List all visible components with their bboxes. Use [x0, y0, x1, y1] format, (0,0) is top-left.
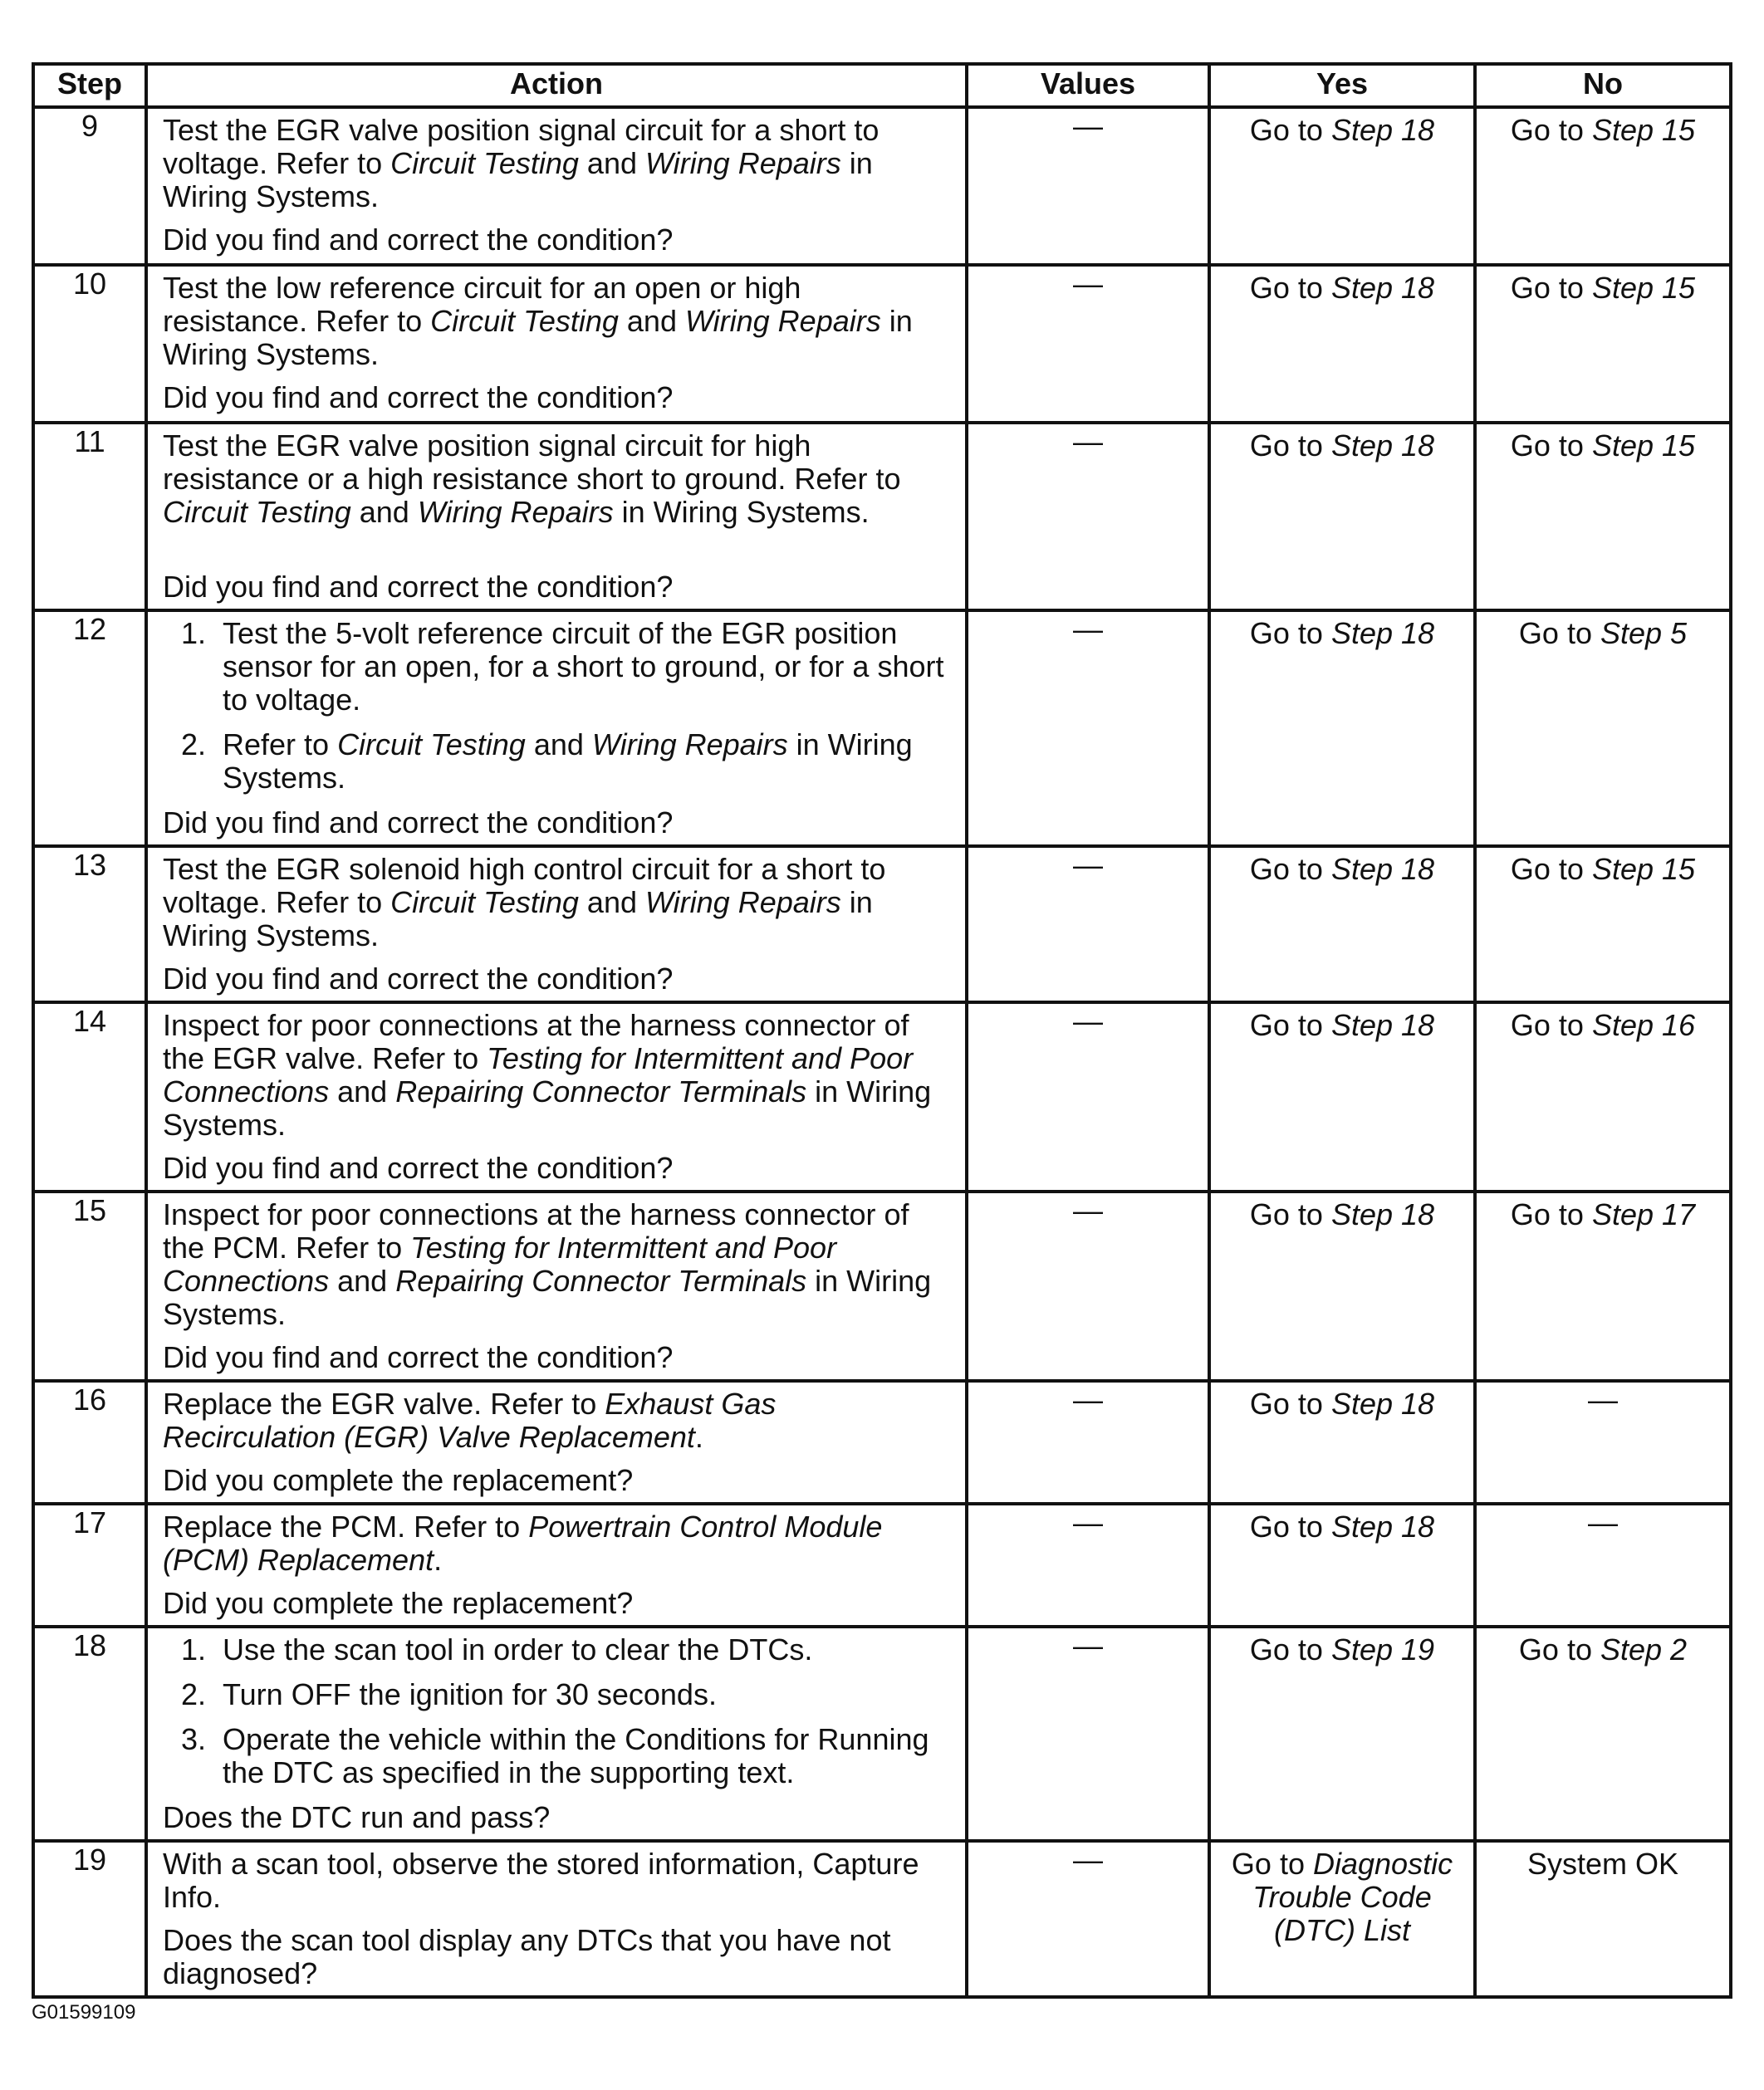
step-number: 12 [33, 610, 146, 846]
action-text: Inspect for poor connections at the harness connector of the PCM. Refer to Testing for Intermittent and Poor Connections and Repairing Connector Terminals in Wiring Systems. [163, 1197, 932, 1331]
action-question: Did you complete the replacement? [163, 1586, 634, 1620]
values-cell: — [967, 265, 1209, 423]
step-number: 16 [33, 1381, 146, 1504]
yes-cell: Go to Step 19 [1209, 1627, 1475, 1841]
values-cell: — [967, 1192, 1209, 1381]
values-cell: — [967, 1002, 1209, 1192]
diagnostic-table [32, 62, 1732, 1999]
table-row [33, 1627, 1731, 1841]
no-link[interactable]: Step 15 [1591, 271, 1696, 305]
yes-link[interactable]: Step 18 [1330, 1197, 1435, 1231]
no-link[interactable]: Step 16 [1591, 1008, 1696, 1042]
step-number: 15 [33, 1192, 146, 1381]
action-text: Test the EGR valve position signal circuit for high resistance or a high resistance short to ground. Refer to Circuit Testing and Wiring Repairs in Wiring Systems. [163, 428, 901, 529]
no-cell: Go to Step 15 [1475, 846, 1731, 1002]
action-text: Test the EGR valve position signal circuit for a short to voltage. Refer to Circuit Testing and Wiring Repairs in Wiring Systems. [163, 113, 880, 213]
header-row [33, 64, 1731, 107]
action-cell [146, 423, 967, 610]
yes-link[interactable]: Step 18 [1330, 852, 1435, 886]
yes-cell: Go to Step 18 [1209, 846, 1475, 1002]
step-number: 17 [33, 1504, 146, 1627]
no-cell: Go to Step 15 [1475, 265, 1731, 423]
yes-cell: Go to Diagnostic Trouble Code (DTC) List [1209, 1841, 1475, 1997]
action-text: Replace the EGR valve. Refer to Exhaust Gas Recirculation (EGR) Valve Replacement. [163, 1387, 777, 1454]
no-link[interactable]: Step 17 [1591, 1197, 1696, 1231]
no-cell: — [1475, 1504, 1731, 1627]
yes-link[interactable]: Step 18 [1330, 428, 1435, 463]
action-text: With a scan tool, observe the stored information, Capture Info. [163, 1847, 919, 1914]
table-row [33, 265, 1731, 423]
yes-cell: Go to Step 18 [1209, 1192, 1475, 1381]
yes-cell: Go to Step 18 [1209, 610, 1475, 846]
action-list [163, 617, 953, 795]
no-cell: Go to Step 16 [1475, 1002, 1731, 1192]
header-step: Step [33, 64, 146, 107]
no-cell: System OK [1475, 1841, 1731, 1997]
table-row [33, 423, 1731, 610]
table-row [33, 1504, 1731, 1627]
table-row [33, 1002, 1731, 1192]
yes-link[interactable]: Step 18 [1330, 1510, 1435, 1544]
action-question: Did you find and correct the condition? [163, 223, 674, 257]
table-row [33, 1381, 1731, 1504]
yes-cell: Go to Step 18 [1209, 1002, 1475, 1192]
yes-cell: Go to Step 18 [1209, 423, 1475, 610]
action-question: Did you find and correct the condition? [163, 1340, 674, 1374]
action-cell [146, 1002, 967, 1192]
action-question: Does the scan tool display any DTCs that you have not diagnosed? [163, 1923, 891, 1990]
table-row [33, 107, 1731, 265]
values-cell: — [967, 1381, 1209, 1504]
step-number: 11 [33, 423, 146, 610]
yes-cell: Go to Step 18 [1209, 265, 1475, 423]
table-row [33, 1841, 1731, 1997]
no-cell: Go to Step 2 [1475, 1627, 1731, 1841]
action-text: Test the EGR solenoid high control circuit for a short to voltage. Refer to Circuit Testing and Wiring Repairs in Wiring Systems. [163, 852, 886, 952]
yes-link[interactable]: Diagnostic Trouble Code (DTC) List [1252, 1847, 1453, 1947]
values-cell: — [967, 846, 1209, 1002]
yes-link[interactable]: Step 19 [1330, 1632, 1435, 1667]
table-row [33, 610, 1731, 846]
action-cell [146, 846, 967, 1002]
no-cell: Go to Step 5 [1475, 610, 1731, 846]
step-number: 10 [33, 265, 146, 423]
action-cell [146, 1381, 967, 1504]
step-number: 13 [33, 846, 146, 1002]
no-link[interactable]: Step 5 [1600, 616, 1688, 650]
no-cell: Go to Step 15 [1475, 423, 1731, 610]
values-cell: — [967, 1504, 1209, 1627]
no-cell: Go to Step 17 [1475, 1192, 1731, 1381]
action-question: Did you find and correct the condition? [163, 1151, 674, 1185]
action-question: Did you find and correct the condition? [163, 380, 674, 414]
no-cell: Go to Step 15 [1475, 107, 1731, 265]
list-item: 2. Refer to Circuit Testing and Wiring Repairs in Wiring Systems. [214, 728, 953, 795]
action-list [163, 1633, 953, 1789]
yes-cell: Go to Step 18 [1209, 1504, 1475, 1627]
action-cell [146, 107, 967, 265]
values-cell: — [967, 423, 1209, 610]
action-question: Did you find and correct the condition? [163, 570, 674, 604]
action-cell [146, 1504, 967, 1627]
no-link[interactable]: Step 15 [1591, 113, 1696, 147]
table-row [33, 1192, 1731, 1381]
action-cell [146, 1627, 967, 1841]
list-item: 3. Operate the vehicle within the Conditions for Running the DTC as specified in the supporting text. [214, 1723, 953, 1789]
header-yes: Yes [1209, 64, 1475, 107]
header-action: Action [146, 64, 967, 107]
action-text: Inspect for poor connections at the harness connector of the EGR valve. Refer to Testing for Intermittent and Poor Connections and Repairing Connector Terminals in Wiring Systems. [163, 1008, 932, 1142]
step-number: 18 [33, 1627, 146, 1841]
action-cell [146, 610, 967, 846]
action-cell [146, 1841, 967, 1997]
yes-link[interactable]: Step 18 [1330, 1008, 1435, 1042]
figure-id: G01599109 [32, 2001, 136, 2024]
header-no: No [1475, 64, 1731, 107]
list-item: 1. Test the 5-volt reference circuit of the EGR position sensor for an open, for a short to ground, or for a short to voltage. [214, 617, 953, 717]
no-link[interactable]: Step 15 [1591, 428, 1696, 463]
step-number: 14 [33, 1002, 146, 1192]
step-number: 9 [33, 107, 146, 265]
header-values: Values [967, 64, 1209, 107]
no-cell: — [1475, 1381, 1731, 1504]
yes-link[interactable]: Step 18 [1330, 113, 1435, 147]
action-question: Does the DTC run and pass? [163, 1800, 551, 1834]
yes-cell: Go to Step 18 [1209, 1381, 1475, 1504]
list-item: 1. Use the scan tool in order to clear the DTCs. [214, 1633, 953, 1667]
step-number: 19 [33, 1841, 146, 1997]
action-cell [146, 265, 967, 423]
table-row [33, 846, 1731, 1002]
action-text: Test the low reference circuit for an open or high resistance. Refer to Circuit Testing and Wiring Repairs in Wiring Systems. [163, 271, 913, 371]
no-link[interactable]: Step 2 [1600, 1632, 1688, 1667]
list-item: 2. Turn OFF the ignition for 30 seconds. [214, 1678, 953, 1711]
action-question: Did you complete the replacement? [163, 1463, 634, 1497]
action-question: Did you find and correct the condition? [163, 805, 674, 839]
yes-cell: Go to Step 18 [1209, 107, 1475, 265]
no-link[interactable]: Step 15 [1591, 852, 1696, 886]
yes-link[interactable]: Step 18 [1330, 616, 1435, 650]
action-text: Replace the PCM. Refer to Powertrain Control Module (PCM) Replacement. [163, 1510, 883, 1577]
yes-link[interactable]: Step 18 [1330, 1387, 1435, 1421]
values-cell: — [967, 1627, 1209, 1841]
values-cell: — [967, 107, 1209, 265]
yes-link[interactable]: Step 18 [1330, 271, 1435, 305]
values-cell: — [967, 610, 1209, 846]
values-cell: — [967, 1841, 1209, 1997]
action-question: Did you find and correct the condition? [163, 962, 674, 996]
action-cell [146, 1192, 967, 1381]
